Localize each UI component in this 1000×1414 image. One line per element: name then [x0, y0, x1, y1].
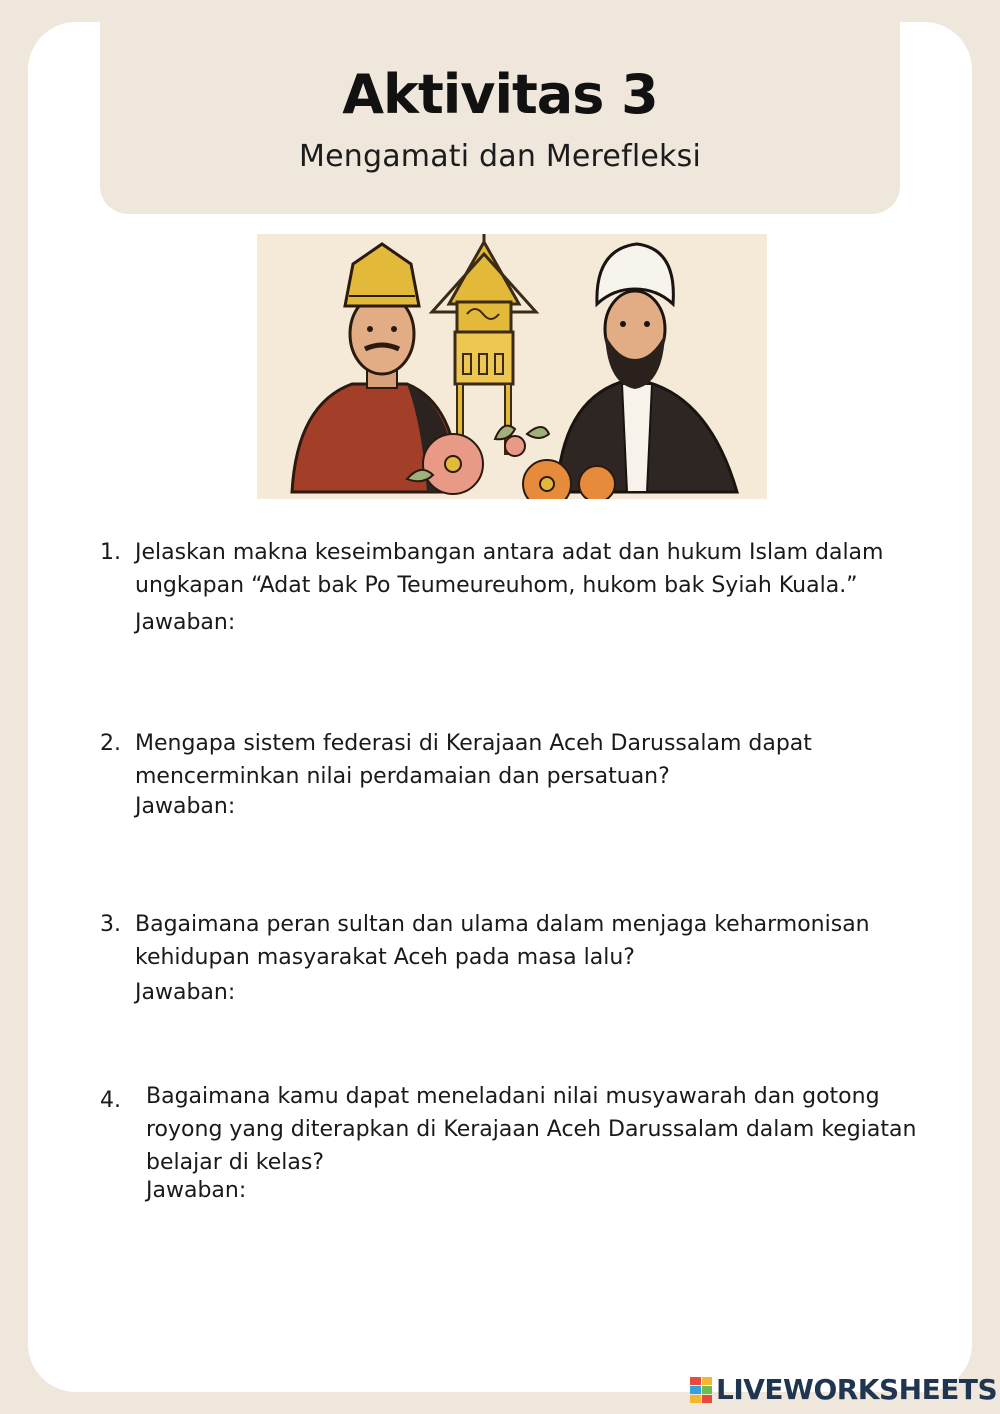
answer-label: Jawaban:	[135, 980, 236, 1005]
question-1	[100, 536, 920, 646]
question-line: kehidupan masyarakat Aceh pada masa lalu?	[135, 945, 635, 970]
question-number: 4.	[100, 1088, 121, 1113]
question-line: royong yang diterapkan di Kerajaan Aceh Darussalam dalam kegiatan	[146, 1117, 917, 1142]
question-number: 2.	[100, 731, 121, 756]
question-line: Mengapa sistem federasi di Kerajaan Aceh Darussalam dapat	[135, 731, 812, 756]
brand-name: LIVEWORKSHEETS	[716, 1373, 998, 1406]
page-subtitle: Mengamati dan Merefleksi	[299, 139, 701, 174]
question-line: mencerminkan nilai perdamaian dan persatuan?	[135, 764, 670, 789]
question-number: 3.	[100, 912, 121, 937]
question-line: belajar di kelas?	[146, 1150, 325, 1175]
page-title: Aktivitas 3	[342, 63, 658, 126]
question-line: ungkapan “Adat bak Po Teumeureuhom, hukom bak Syiah Kuala.”	[135, 573, 858, 598]
header-box	[100, 0, 900, 214]
answer-label: Jawaban:	[135, 610, 236, 635]
question-2	[100, 727, 920, 837]
liveworksheets-logo[interactable]	[690, 1374, 997, 1406]
question-line: Bagaimana peran sultan dan ulama dalam menjaga keharmonisan	[135, 912, 870, 937]
question-line: Jelaskan makna keseimbangan antara adat dan hukum Islam dalam	[135, 540, 884, 565]
question-line: Bagaimana kamu dapat meneladani nilai musyawarah dan gotong	[146, 1084, 880, 1109]
question-number: 1.	[100, 540, 121, 565]
question-3	[100, 908, 920, 1018]
answer-label: Jawaban:	[146, 1178, 247, 1203]
liveworksheets-logo-icon	[690, 1377, 712, 1403]
answer-label: Jawaban:	[135, 794, 236, 819]
question-4	[100, 1080, 930, 1220]
sultan-ulama-illustration-icon	[257, 234, 767, 499]
